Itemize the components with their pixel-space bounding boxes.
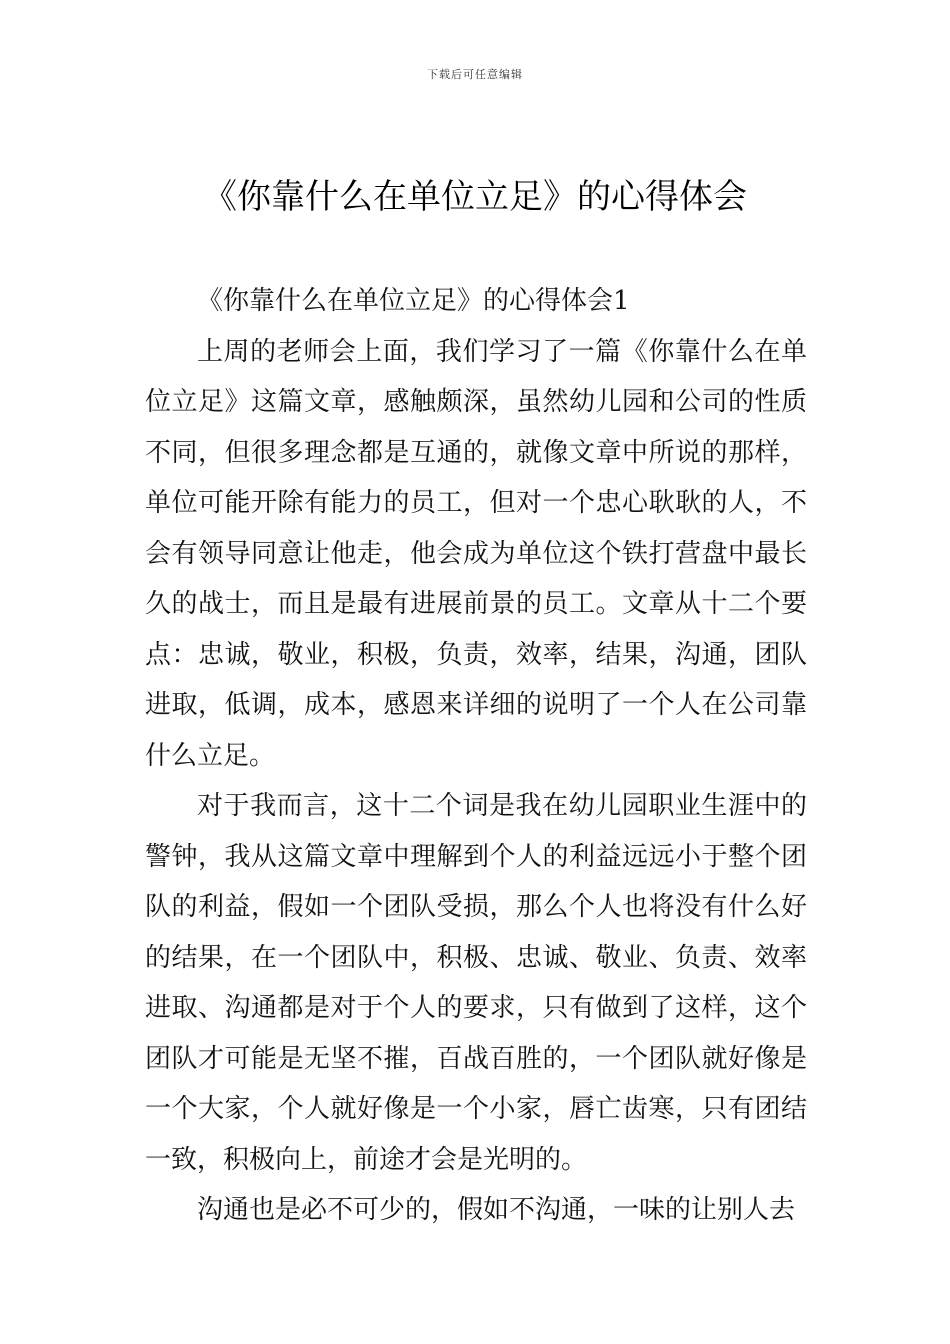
paragraph-1: 上周的老师会上面，我们学习了一篇《你靠什么在单位立足》这篇文章，感触颇深，虽然幼儿园和公司的性质不同，但很多理念都是互通的，就像文章中所说的那样，单位可能开除有能力的员工，但对一个忠心耿耿的人，不会有领导同意让他走，他会成为单位这个铁打营盘中最长久的战士，而且是最有进展前景的员工。文章从十二个要点：忠诚，敬业，积极，负责，效率，结果，沟通，团队进取，低调，成本，感恩来详细的说明了一个人在公司靠什么立足。 bbox=[145, 336, 807, 771]
document-title: 《你靠什么在单位立足》的心得体会 bbox=[203, 177, 747, 217]
header-note: 下载后可任意编辑 bbox=[427, 68, 523, 81]
paragraph-2: 对于我而言，这十二个词是我在幼儿园职业生涯中的警钟，我从这篇文章中理解到个人的利益远远小于整个团队的利益，假如一个团队受损，那么个人也将没有什么好的结果，在一个团队中，积极、忠诚、敬业、负责、效率进取、沟通都是对于个人的要求，只有做到了这样，这个团队才可能是无坚不摧，百战百胜的，一个团队就好像是一个大家，个人就好像是一个小家，唇亡齿寒，只有团结一致，积极向上，前途才会是光明的。 bbox=[145, 791, 807, 1175]
section-subtitle: 《你靠什么在单位立足》的心得体会1 bbox=[197, 286, 630, 316]
document-body bbox=[145, 276, 807, 1236]
paragraph-3: 沟通也是必不可少的，假如不沟通，一味的让别人去 bbox=[197, 1195, 796, 1225]
